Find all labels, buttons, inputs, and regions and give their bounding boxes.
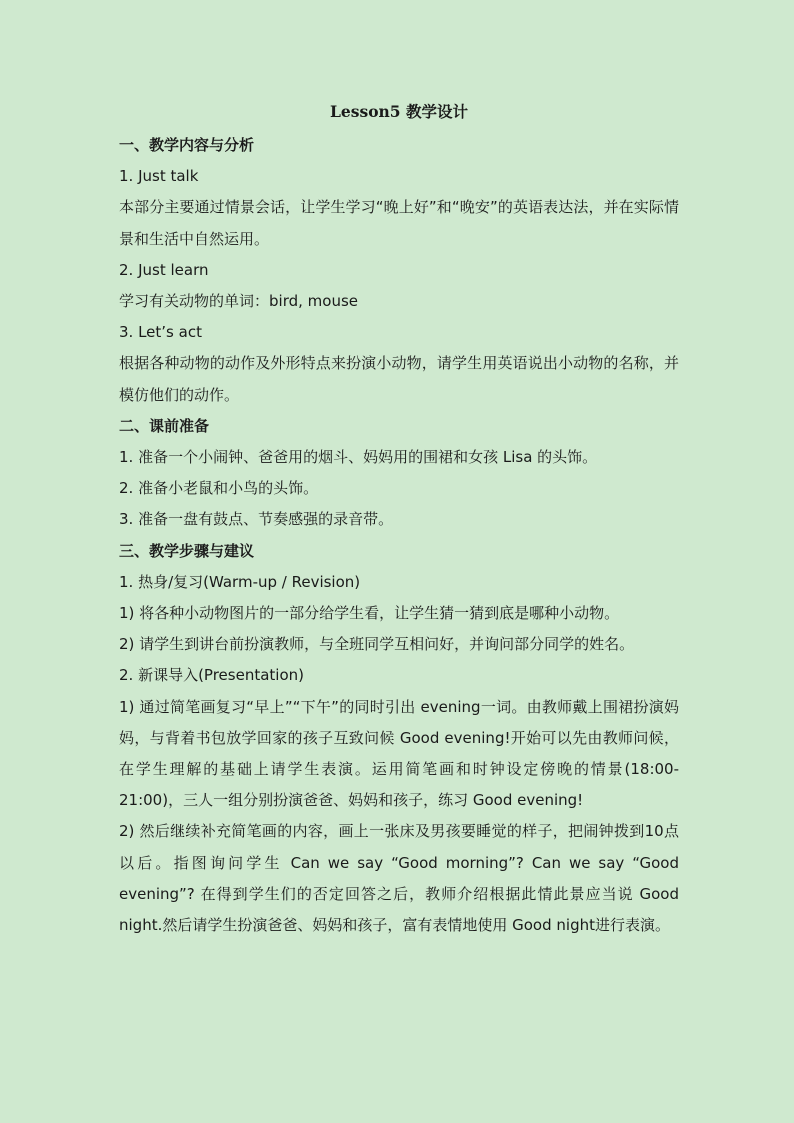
item-text-just-learn: 学习有关动物的单词：bird, mouse: [119, 292, 358, 311]
step-item: 2) 请学生到讲台前扮演教师，与全班同学互相问好，并询问部分同学的姓名。: [119, 635, 635, 654]
item-title-just-learn: 2. Just learn: [119, 260, 209, 279]
step-title-presentation: 2. 新课导入(Presentation): [119, 666, 304, 685]
item-title-just-talk: 1. Just talk: [119, 167, 199, 186]
presentation-paragraph: 1) 通过简笔画复习“早上”“下午”的同时引出 evening一词。由教师戴上围裙扮演妈妈，与背着书包放学回家的孩子互致问候 Good evening!开始可以先由教师问候，在学生理解的基础上请学生表演。运用简笔画和时钟设定傍晚的情景(18:00-21:00)，三人一组分别扮演爸爸、妈妈和孩子，练习 Good evening!: [119, 697, 679, 810]
step-title-warmup: 1. 热身/复习(Warm-up / Revision): [119, 572, 361, 591]
section-heading-teaching-steps: 三、教学步骤与建议: [119, 541, 255, 560]
section-heading-content-analysis: 一、教学内容与分析: [119, 136, 255, 154]
document-page: [119, 100, 679, 941]
prep-item: 2. 准备小老鼠和小鸟的头饰。: [119, 479, 319, 498]
prep-item: 3. 准备一盘有鼓点、节奏感强的录音带。: [119, 510, 394, 529]
document-title: Lesson5 教学设计: [329, 102, 468, 121]
item-text-just-talk: 本部分主要通过情景会话，让学生学习“晚上好”和“晚安”的英语表达法，并在实际情景和生活中自然运用。: [119, 198, 679, 248]
prep-item: 1. 准备一个小闹钟、爸爸用的烟斗、妈妈用的围裙和女孩 Lisa 的头饰。: [119, 448, 598, 467]
item-text-lets-act: 根据各种动物的动作及外形特点来扮演小动物，请学生用英语说出小动物的名称，并模仿他们的动作。: [119, 354, 679, 404]
section-heading-preparation: 二、课前准备: [119, 416, 210, 435]
item-title-lets-act: 3. Let’s act: [119, 323, 202, 342]
presentation-paragraph: 2) 然后继续补充简笔画的内容，画上一张床及男孩要睡觉的样子，把闹钟拨到10点以后。指图询问学生 Can we say “Good morning”? Can we say “Good evening”? 在得到学生们的否定回答之后，教师介绍根据此情此景应当说 Good night.然后请学生扮演爸爸、妈妈和孩子，富有表情地使用 Good night进行表演。: [119, 822, 679, 935]
step-item: 1) 将各种小动物图片的一部分给学生看，让学生猜一猜到底是哪种小动物。: [119, 604, 620, 623]
